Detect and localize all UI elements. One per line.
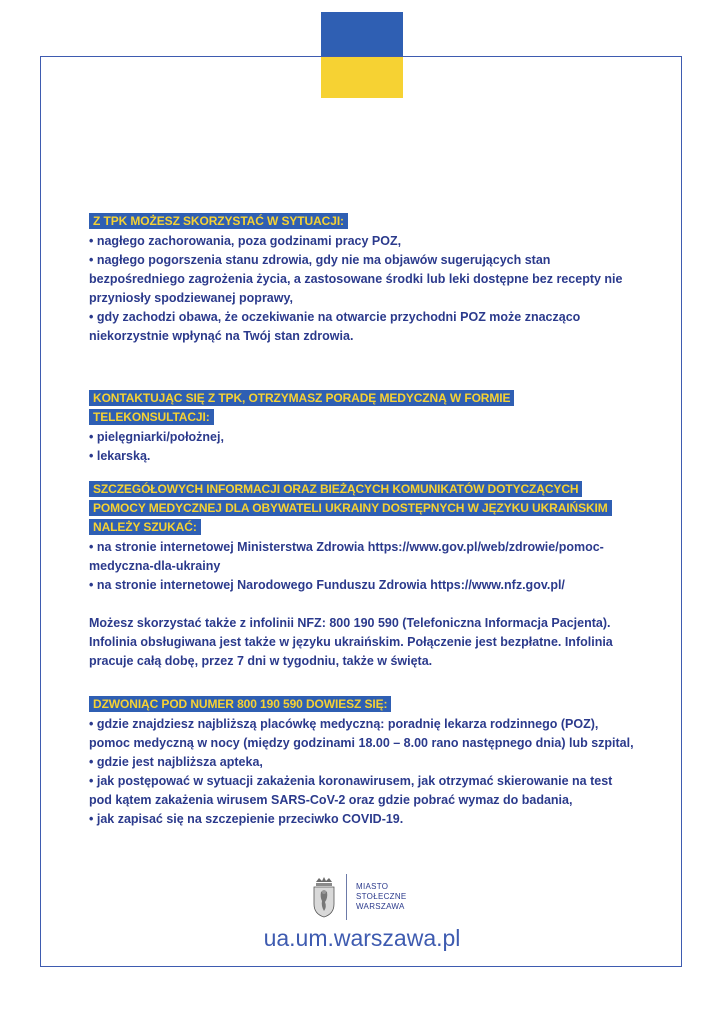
logo-divider bbox=[346, 874, 347, 920]
infoline-paragraph: Możesz skorzystać także z infolinii NFZ: 800 190 590 (Telefoniczna Informacja Pacjenta). Infolinia obsługiwana jest także w języku ukraińskim. Połączenie jest bezpłatne. Infolinia pracuje całą dobę, przez 7 dni w tygodniu, także w święta. bbox=[89, 616, 613, 668]
list-item: • nagłego zachorowania, poza godzinami pracy POZ, bbox=[89, 234, 402, 248]
section-heading: Z TPK MOŻESZ SKORZYSTAĆ W SYTUACJI: bbox=[89, 213, 348, 229]
city-logo bbox=[312, 874, 432, 922]
list-item: • nagłego pogorszenia stanu zdrowia, gdy nie ma objawów sugerujących stan bezpośredniego zagrożenia życia, a zastosowane środki lub leki dostępne bez recepty nie przyniosły spodziewanej poprawy, bbox=[89, 253, 623, 305]
logo-line: STOŁECZNE bbox=[356, 892, 407, 901]
section-4-heading bbox=[89, 695, 634, 714]
section-heading: DZWONIĄC POD NUMER 800 190 590 DOWIESZ SIĘ: bbox=[89, 696, 391, 712]
flag-blue-stripe bbox=[321, 12, 403, 56]
logo-line: WARSZAWA bbox=[356, 902, 405, 911]
website-url: ua.um.warszawa.pl bbox=[263, 925, 461, 951]
list-item: • pielęgniarki/położnej, bbox=[89, 430, 224, 444]
logo-line: MIASTO bbox=[356, 882, 389, 891]
warsaw-coat-of-arms-icon bbox=[312, 876, 336, 918]
list-item: • jak zapisać się na szczepienie przeciwko COVID-19. bbox=[89, 812, 404, 826]
list-item: • jak postępować w sytuacji zakażenia koronawirusem, jak otrzymać skierowanie na test pod kątem zakażenia wirusem SARS-CoV-2 oraz gdzie pobrać wymaz do badania, bbox=[89, 774, 613, 807]
section-3-heading bbox=[89, 480, 634, 537]
section-1-heading bbox=[89, 212, 634, 231]
section-heading: SZCZEGÓŁOWYCH INFORMACJI ORAZ BIEŻĄCYCH KOMUNIKATÓW DOTYCZĄCYCH POMOCY MEDYCZNEJ DLA OBYWATELI UKRAINY DOSTĘPNYCH W JĘZYKU UKRAIŃSKIM NALEŻY SZUKAĆ: bbox=[89, 481, 612, 535]
list-item: • gdzie jest najbliższa apteka, bbox=[89, 755, 263, 769]
logo-text bbox=[356, 882, 407, 912]
section-heading: KONTAKTUJĄC SIĘ Z TPK, OTRZYMASZ PORADĘ MEDYCZNĄ W FORMIE TELEKONSULTACJI: bbox=[89, 390, 514, 425]
list-item: • gdy zachodzi obawa, że oczekiwanie na otwarcie przychodni POZ może znacząco niekorzystnie wpłynąć na Twój stan zdrowia. bbox=[89, 310, 581, 343]
list-item: • gdzie znajdziesz najbliższą placówkę medyczną: poradnię lekarza rodzinnego (POZ), pomoc medyczną w nocy (między godzinami 18.00 – 8.00 rano następnego dnia) lub szpital, bbox=[89, 717, 634, 750]
list-item: • na stronie internetowej Ministerstwa Zdrowia https://www.gov.pl/web/zdrowie/pomoc-medyczna-dla-ukrainy bbox=[89, 540, 604, 573]
list-item: • lekarską. bbox=[89, 449, 151, 463]
list-item: • na stronie internetowej Narodowego Funduszu Zdrowia https://www.nfz.gov.pl/ bbox=[89, 578, 565, 592]
section-2-heading bbox=[89, 389, 634, 427]
main-content bbox=[89, 212, 634, 829]
